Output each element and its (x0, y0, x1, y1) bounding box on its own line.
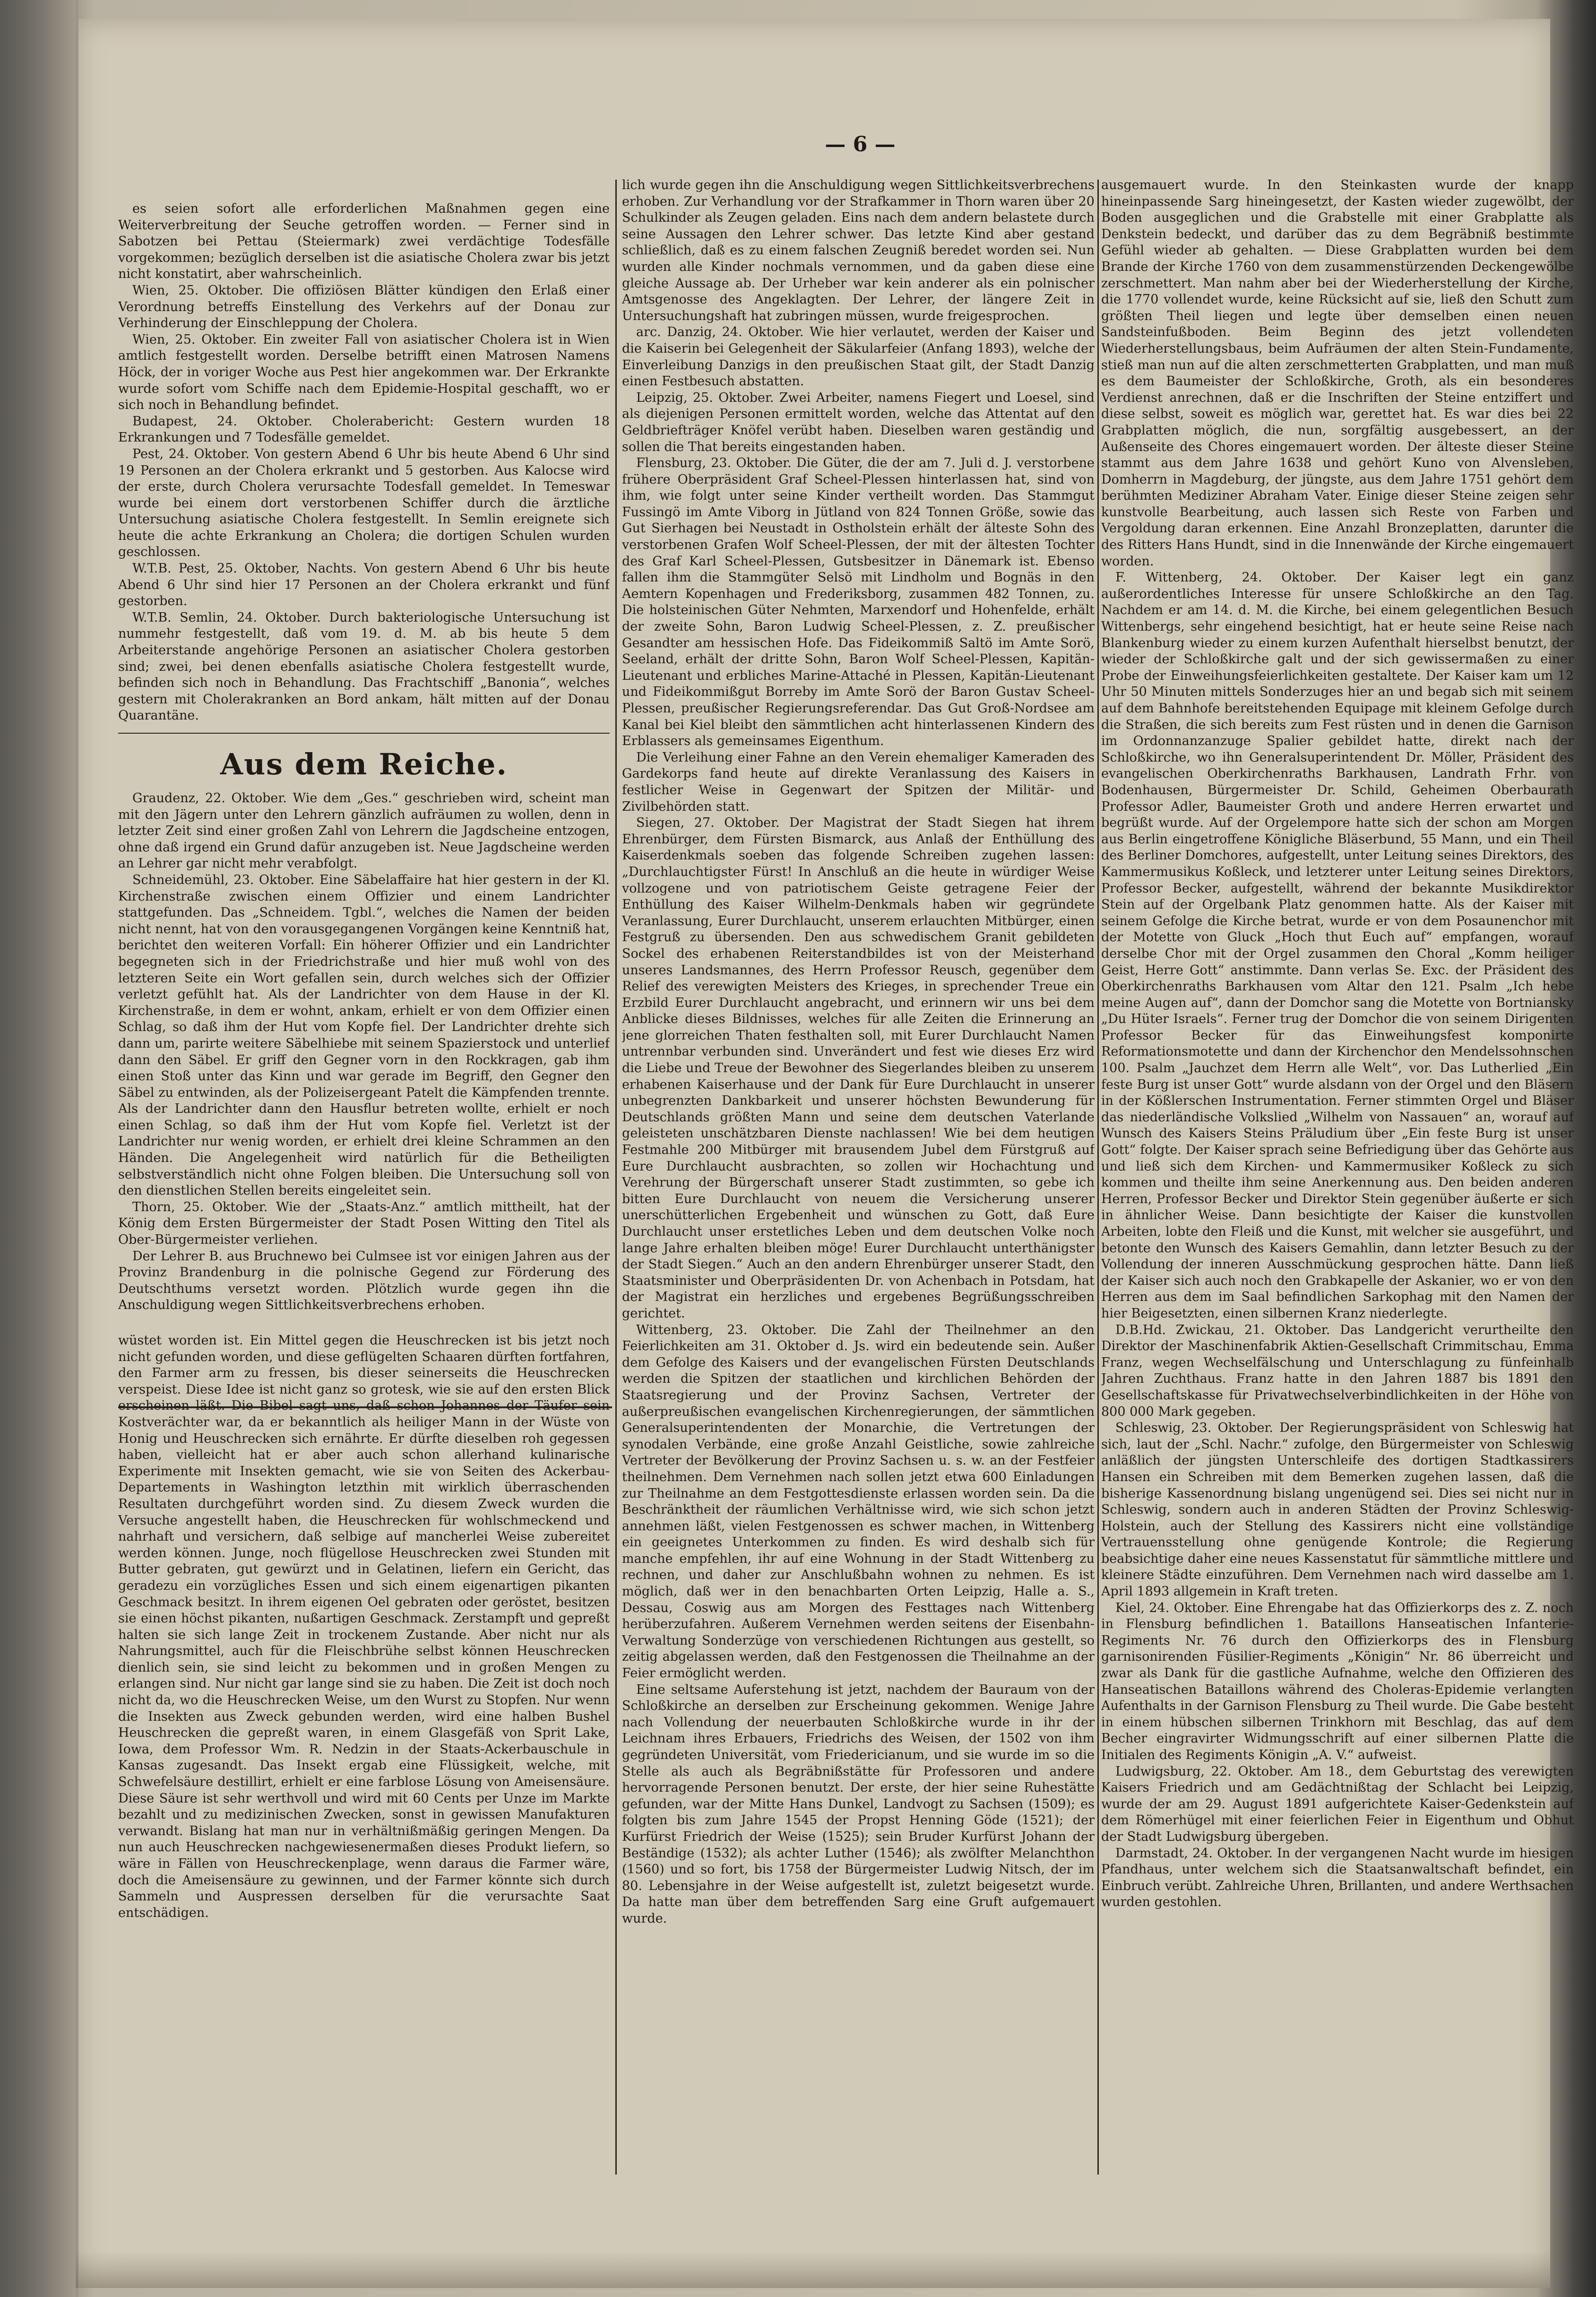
article-paragraph: lich wurde gegen ihn die Anschuldigung wegen Sittlichkeitsverbrechens erhoben. Zur Verhandlung vor der Strafkammer in Thorn waren über 20 Schulkinder als Zeugen geladen. Eins nach dem andern belastete durch seine Aussagen den Lehrer schwer. Das letzte Kind aber gestand schließlich, daß es zu einem falschen Zeugniß beredet worden sei. Nun wurden alle Kinder nochmals vernommen, und da gaben diese eine gleiche Aussage ab. Der Urheber war kein anderer als ein polnischer Amtsgenosse des Angeklagten. Der Lehrer, der längere Zeit in Untersuchungshaft hat zubringen müssen, wurde freigesprochen. (622, 178, 1095, 323)
article-paragraph: Leipzig, 25. Oktober. Zwei Arbeiter, namens Fiegert und Loesel, sind als diejenigen Personen ermittelt worden, welche das Attentat auf den Geldbriefträger Knöfel verübt haben. Dieselben waren geständig und sollen die That bereits eingestanden haben. (622, 390, 1095, 454)
article-paragraph: Graudenz, 22. Oktober. Wie dem „Ges.“ geschrieben wird, scheint man mit den Jägern unter den Lehrern gänzlich aufräumen zu wollen, denn in letzter Zeit sind einer großen Zahl von Lehrern die Jagdscheine entzogen, ohne daß irgend ein Grund dafür anzugeben ist. Neue Jagdscheine werden an Lehrer gar nicht mehr verabfolgt. (118, 791, 610, 871)
spacer (118, 1314, 610, 1333)
article-paragraph: Ludwigsburg, 22. Oktober. Am 18., dem Geburtstag des verewigten Kaisers Friedrich und am Gedächtnißtag der Schlacht bei Leipzig, wurde der am 29. August 1891 aufgerichtete Kaiser-Gedenkstein auf dem Römerhügel mit einer feierlichen Feier in Eigenthum und Obhut der Stadt Ludwigsburg übergeben. (1101, 1764, 1574, 1844)
article-paragraph: es seien sofort alle erforderlichen Maßnahmen gegen eine Weiterverbreitung der Seuche getroffen worden. — Ferner sind in Sabotzen bei Pettau (Steiermark) zwei verdächtige Todesfälle vorgekommen; bezüglich derselben ist die asiatische Cholera zwar bis jetzt nicht konstatirt, aber wahrscheinlich. (118, 201, 610, 282)
column-rule-1 (615, 180, 617, 2175)
article-paragraph: ausgemauert wurde. In den Steinkasten wurde der knapp hineinpassende Sarg hineingesetzt, der Kasten wieder zugewölbt, der Boden ausgeglichen und die Grabstelle mit einer Grabplatte als Denkstein bedeckt, und darüber das zu dem Begräbniß bestimmte Gefühl wieder ab gehalten. — Diese Grabplatten wurden bei dem Brande der Kirche 1760 von dem zusammenstürzenden Deckengewölbe zerschmettert. Man nahm aber bei der Wiederherstellung der Kirche, die 1770 vollendet wurde, keine Rücksicht auf sie, ließ den Schutt zum größten Theil liegen und legte über demselben einen neuen Sandsteinfußboden. Beim Beginn des jetzt vollendeten Wiederherstellungsbaus, beim Aufräumen der alten Stein-Fundamente, stieß man nun auf die alten zerschmetterten Grabplatten, und man muß es dem Baumeister der Schloßkirche, Groth, als ein besonderes Verdienst anrechnen, daß er die Inschriften der Steine entziffert und diese selbst, soweit es möglich war, gerettet hat. Es war dies bei 22 Grabplatten möglich, die nun, sorgfältig ausgebessert, an der Außenseite des Chores eingemauert worden. Der älteste dieser Steine stammt aus dem Jahre 1638 und gehört Kuno von Alvensleben, Domherrn in Magdeburg, der jüngste, aus dem Jahre 1751 gehört dem berühmten Mediziner Abraham Vater. Einige dieser Steine zeigen sehr kunstvolle Bearbeitung, auch lassen sich Reste von Farben und Vergoldung daran erkennen. Eine Anzahl Bronzeplatten, darunter die des Ritters Hans Hundt, sind in die Innenwände der Kirche eingemauert worden. (1101, 178, 1574, 569)
article-paragraph: Schleswig, 23. Oktober. Der Regierungspräsident von Schleswig hat sich, laut der „Schl. Nachr.“ zufolge, den Bürgermeister von Schleswig anläßlich der jüngsten Unterschleife des dortigen Stadtkassirers Hansen ein Schreiben mit dem Bemerken zugehen lassen, daß die bisherige Kassenordnung bislang ungenügend sei. Dies sei nicht nur in Schleswig, sondern auch in anderen Städten der Provinz Schleswig-Holstein, auch der Stellung des Kassirers nicht eine vollständige Vertrauensstellung ohne genügende Kontrole; die Regierung beabsichtige daher eine neues Kassenstatut für sämmtliche mittlere und kleinere Städte einzuführen. Dem Vernehmen nach wird dasselbe am 1. April 1893 allgemein in Kraft treten. (1101, 1421, 1574, 1599)
column-2 (622, 177, 1095, 2177)
article-paragraph: Darmstadt, 24. Oktober. In der vergangenen Nacht wurde im hiesigen Pfandhaus, unter welchem sich die Staatsanwaltschaft befindet, ein Einbruch verübt. Zahlreiche Uhren, Brillanten, und andere Werthsachen wurden gestohlen. (1101, 1846, 1574, 1910)
article-paragraph: Wien, 25. Oktober. Ein zweiter Fall von asiatischer Cholera ist in Wien amtlich festgestellt worden. Derselbe betrifft einen Matrosen Namens Höck, der in voriger Woche aus Pest hier angekommen war. Der Erkrankte wurde sofort vom Schiffe nach dem Epidemie-Hospital geschafft, wo er sich noch in Behandlung befindet. (118, 332, 610, 413)
article-paragraph: D.B.Hd. Zwickau, 21. Oktober. Das Landgericht verurtheilte den Direktor der Maschinenfabrik Aktien-Gesellschaft Crimmitschau, Emma Franz, wegen Wechselfälschung und Unterschlagung zu fünfeinhalb Jahren Zuchthaus. Franz hatte in den Jahren 1887 bis 1891 den Gesellschaftskasse für Privatwechselverbindlichkeiten in der Höhe von 800 000 Mark gegeben. (1101, 1322, 1574, 1419)
article-paragraph: Siegen, 27. Oktober. Der Magistrat der Stadt Siegen hat ihrem Ehrenbürger, dem Fürsten Bismarck, aus Anlaß der Enthüllung des Kaiserdenkmals soeben das folgende Schreiben zugehen lassen: „Durchlauchtigster Fürst! In Anschluß an die heute in würdiger Weise vollzogene und von patriotischem Geiste getragene Feier der Enthüllung des Kaiser Wilhelm-Denkmals haben wir gegründete Veranlassung, Eurer Durchlaucht, unserem erlauchten Mitbürger, einen Festgruß zu übersenden. Den aus schwedischem Granit gebildeten Sockel des erhabenen Reiterstandbildes ist von der Meisterhand unseres Landsmannes, des Herrn Professor Reusch, gegenüber dem Relief des verewigten Meisters des Krieges, in sprechender Treue ein Erzbild Eurer Durchlaucht angebracht, und erinnern wir uns bei dem Anblicke dieses Bildnisses, welches für alle Zeiten die Erinnerung an jene glorreichen Thaten festhalten soll, mit Eurer Durchlaucht Namen untrennbar verbunden sind. Unverändert und fest wie dieses Erz wird die Liebe und Treue der Bewohner des Siegerlandes bleiben zu unserem erhabenen Kaiserhause und der Dank für Eure Durchlaucht in unserer unbegrenzten Dankbarkeit und unserer höchsten Bewunderung für Deutschlands größten Mann und seine dem deutschen Vaterlande geleisteten unschätzbaren Dienste nachlassen! Wie bei dem heutigen Festmahle 200 Mitbürger mit brausendem Jubel dem Fürstgruß auf Eure Durchlaucht ausbrachten, so zollen wir Hochachtung und Verehrung der Bürgerschaft unserer Stadt zustimmten, so gebe ich bitten Eure Durchlaucht von neuem die Versicherung unserer unerschütterlichen Ergebenheit und wünschen zu Gott, daß Eure Durchlaucht unser erstetliches Leben und dem deutschen Volke noch lange Jahre erhalten bleiben möge! Eurer Durchlaucht unterthänigster der Stadt Siegen.“ Auch an den andern Ehrenbürger unserer Stadt, den Staatsminister und Oberpräsidenten Dr. von Achenbach in Potsdam, hat der Magistrat ein herzliches und ergebenes Begrüßungsschreiben gerichtet. (622, 815, 1095, 1321)
column-rule-2 (1097, 180, 1099, 2175)
article-paragraph: Die Verleihung einer Fahne an den Verein ehemaliger Kameraden des Gardekorps fand heute auf direkte Veranlassung des Kaisers in festlicher Weise in Gegenwart der Spitzen der Militär- und Zivilbehörden statt. (622, 750, 1095, 814)
article-paragraph: Budapest, 24. Oktober. Cholerabericht: Gestern wurden 18 Erkrankungen und 7 Todesfälle gemeldet. (118, 414, 610, 445)
article-paragraph: Flensburg, 23. Oktober. Die Güter, die der am 7. Juli d. J. verstorbene frühere Oberpräsident Graf Scheel-Plessen hinterlassen hat, sind von ihm, wie folgt unter seine Kinder vertheilt worden. Das Stammgut Fussingö im Amte Viborg in Jütland von 824 Tonnen Größe, sowie das Gut Sierhagen bei Neustadt in Ostholstein erhält der älteste Sohn des verstorbenen Grafen Wolf Scheel-Plessen, der mit der ältesten Tochter des Graf Karl Scheel-Plessen, Gutsbesitzer in Dänemark ist. Ebenso fallen ihm die Stammgüter Selsö mit Lindholm und Bognäs in den Aemtern Kopenhagen und Frederiksborg, zusammen 482 Tonnen, zu. Die holsteinischen Güter Nehmten, Marxendorf und Hohenfelde, erhält der zweite Sohn, Baron Ludwig Scheel-Plessen, z. Z. preußischer Gesandter am hessischen Hofe. Das Fideikommiß Saltö im Amte Sorö, Seeland, erhält der dritte Sohn, Baron Wolf Scheel-Plessen, Kapitän-Lieutenant und erbliches Marine-Attaché in Plessen, Kapitän-Lieutenant und Fideikommißgut Borreby im Amte Sorö der Baron Gustav Scheel-Plessen, preußischer Regierungsreferendar. Das Gut Groß-Nordsee am Kanal bei Kiel bleibt den sämmtlichen acht hinterlassenen Kindern des Erblassers als gemeinsames Eigenthum. (622, 456, 1095, 749)
feuilleton-block (118, 1333, 610, 1921)
article-paragraph: Thorn, 25. Oktober. Wie der „Staats-Anz.“ amtlich mittheilt, hat der König dem Ersten Bürgermeister der Stadt Posen Witting den Titel als Ober-Bürgermeister verliehen. (118, 1199, 610, 1248)
reich-news-block (118, 790, 610, 1314)
article-paragraph: Pest, 24. Oktober. Von gestern Abend 6 Uhr bis heute Abend 6 Uhr sind 19 Personen an der Cholera erkrankt und 5 gestorben. Aus Kalocse wird der erste, durch Cholera verursachte Todesfall gemeldet. In Temeswar wurde bei einem dort verstorbenen Schiffer durch die ärztliche Untersuchung asiatische Cholera festgestellt. In Semlin ereignete sich heute die achte Erkrankung an Cholera; die dortigen Schulen wurden geschlossen. (118, 446, 610, 560)
article-paragraph: Wien, 25. Oktober. Die offiziösen Blätter kündigen den Erlaß einer Verordnung betreffs Einstellung des Verkehrs auf der Donau zur Verhinderung der Einschleppung der Cholera. (118, 283, 610, 331)
article-paragraph: F. Wittenberg, 24. Oktober. Der Kaiser legt ein ganz außerordentliches Interesse für unsere Schloßkirche an den Tag. Nachdem er am 14. d. M. die Kirche, bei einem gelegentlichen Besuch Wittenbergs, sehr eingehend besichtigt, hat er heute seine Reise nach Blankenburg wieder zu einem kurzen Aufenthalt hierselbst benutzt, der wieder der Schloßkirche galt und der sich gewissermaßen zu einer Probe der Einweihungsfeierlichkeiten gestaltete. Der Kaiser kam um 12 Uhr 50 Minuten mittels Sonderzuges hier an und begab sich mit seinem auf dem Bahnhofe bereitstehenden Equipage mit kleinem Gefolge durch die Straßen, die sich bereits zum Fest rüsten und in denen die Garnison im Ordonnanzanzuge Spalier gebildet hatte, direkt nach der Schloßkirche, wo ihn Generalsuperintendent Dr. Möller, Präsident des evangelischen Oberkirchenraths Barkhausen, Landrath Frhr. von Bodenhausen, Bürgermeister Dr. Schild, Geheimen Oberbaurath Professor Adler, Baumeister Groth und andere Herren erwartet und begrüßt wurde. Auf der Orgelempore hatte sich der schon am Morgen aus Berlin eingetroffene Königliche Bläserbund, 55 Mann, und ein Theil des Berliner Domchores, aufgestellt, unter Leitung seines Direktors, des Kammermusikus Koßleck, und letzterer unter Leitung seines Direktors, Professor Becker, aufgestellt, während der bekannte Musikdirektor Stein auf der Orgelbank Platz genommen hatte. Als der Kaiser mit seinem Gefolge die Kirche betrat, wurde er von dem Posaunenchor mit der Motette von Gluck „Hoch thut Euch auf“ empfangen, worauf derselbe Chor mit der Orgel zusammen den Choral „Komm heiliger Geist, Herre Gott“ anstimmte. Dann verlas Se. Exc. der Präsident des Oberkirchenraths Barkhausen vom Altar den 121. Psalm „Ich hebe meine Augen auf“, dann der Domchor sang die Motette von Bortniansky „Du Hüter Israels“. Ferner trug der Domchor die von seinem Dirigenten Professor Becker für das Einweihungsfest komponirte Reformationsmotette und dann der Kirchenchor den Mendelssohnschen 100. Psalm „Jauchzet dem Herrn alle Welt“, vor. Das Lutherlied „Ein feste Burg ist unser Gott“ wurde alsdann von der Orgel und den Bläsern in der Kößlerschen Instrumentation. Ferner stimmten Orgel und Bläser das niederländische Volkslied „Wilhelm von Nassauen“ an, worauf auf Wunsch des Kaisers Steins Präludium über „Ein feste Burg ist unser Gott“ folgte. Der Kaiser sprach seine Befriedigung über das Gehörte aus und ließ sich dem Kirchen- und Kammermusiker Koßleck zu sich kommen und theilte ihm seine Anerkennung aus. Den beiden anderen Herren, Professor Becker und Direktor Stein gegenüber äußerte er sich in ähnlicher Weise. Dann besichtigte der Kaiser die kunstvollen Arbeiten, lobte den Fleiß und die Kunst, mit welcher sie ausgeführt, und betonte den Wunsch des Kaisers Gemahlin, dann letzter Besuch zu der Vollendung der inneren Ausschmückung gesprochen hätte. Dann ließ der Kaiser sich auch noch den Grabkapelle der Askanier, wo er von den Herren aus dem im Saal befindlichen Sarkophag mit den Namen der hier Beigesetzten, einen silbernen Kranz niederlegte. (1101, 570, 1574, 1321)
column-1 (118, 201, 610, 2177)
article-paragraph: Der Lehrer B. aus Bruchnewo bei Culmsee ist vor einigen Jahren aus der Provinz Brandenburg in die polnische Gegend zur Förderung des Deutschthums versetzt worden. Plötzlich wurde gegen ihn die Anschuldigung wegen Sittlichkeitsverbrechens erhoben. (118, 1248, 610, 1313)
article-paragraph: arc. Danzig, 24. Oktober. Wie hier verlautet, werden der Kaiser und die Kaiserin bei Gelegenheit der Säkularfeier (Anfang 1893), welche der Einverleibung Danzigs in den preußischen Staat gilt, der Stadt Danzig einen Festbesuch abstatten. (622, 325, 1095, 389)
article-paragraph: Wittenberg, 23. Oktober. Die Zahl der Theilnehmer an den Feierlichkeiten am 31. Oktober d. Js. wird ein bedeutende sein. Außer dem Gefolge des Kaisers und der evangelischen Fürsten Deutschlands werden die Spitzen der staatlichen und kirchlichen Behörden der Staatsregierung und der Provinz Sachsen, Vertreter der außerpreußischen evangelischen Kirchenregierungen, der sämmtlichen Generalsuperintendenten der Monarchie, die Vertretungen der synodalen Verbände, eine große Anzahl Geistliche, sowie zahlreiche Vertreter der Bevölkerung der Provinz Sachsen u. s. w. an der Festfeier theilnehmen. Dem Vernehmen nach sollen jetzt etwa 600 Einladungen zur Theilnahme an dem Festgottesdienste erlassen worden sein. Da die Beschränktheit der räumlichen Verhältnisse wird, wie sich schon jetzt annehmen läßt, vielen Festgenossen es schwer machen, in Wittenberg ein geeignetes Unterkommen zu finden. Es wird deshalb sich für manche empfehlen, ihr auf eine Wohnung in der Stadt Wittenberg zu rechnen, und daher zur Anschlußbahn wohnen zu nehmen. Es ist möglich, daß wer in den benachbarten Orten Leipzig, Halle a. S., Dessau, Coswig aus am Morgen des Festtages nach Wittenberg herüberzufahren. Außerem Vernehmen werden seitens der Eisenbahn-Verwaltung Sonderzüge von verschiedenen Richtungen aus gestellt, so zeitig abgelassen werden, daß den Festgenossen die Theilnahme an der Feier ermöglicht werden. (622, 1322, 1095, 1681)
article-paragraph: Kiel, 24. Oktober. Eine Ehrengabe hat das Offizierkorps des z. Z. noch in Flensburg befindlichen 1. Bataillons Hanseatischen Infanterie-Regiments Nr. 76 durch den Offizierkorps des in Flensburg garnisonirenden Füsilier-Regiments „Königin“ Nr. 86 überreicht und zwar als Dank für die gastliche Aufnahme, welche den Offizieren des Hanseatischen Bataillons während des Choleras-Epidemie verlangten Aufenthalts in der Garnison Flensburg zu Theil wurde. Die Gabe besteht in einem hübschen silbernen Trinkhorn mit Beschlag, das auf dem Becher eingravirter Widmungsschrift auf einer silbernen Platte die Initialen des Regiments Königin „A. V.“ aufweist. (1101, 1600, 1574, 1762)
section-title: Aus dem Reiche. (220, 747, 508, 781)
section-divider (118, 733, 610, 734)
article-paragraph: wüstet worden ist. Ein Mittel gegen die Heuschrecken ist bis jetzt noch nicht gefunden worden, und diese geflügelten Schaaren dürften fortfahren, den Farmer arm zu fressen, bis dieser seinerseits die Heuschrecken verspeist. Diese Idee ist nicht ganz so grotesk, wie sie auf den ersten Blick erscheinen läßt. Die Bibel sagt uns, daß schon Johannes der Täufer sein Kostverächter war, da er bekanntlich als heiliger Mann in der Wüste von Honig und Heuschrecken sich ernährte. Er dürfte dieselben roh gegessen haben, vielleicht hat er aber auch schon allerhand kulinarische Experimente mit Insekten gemacht, wie sie von Seiten des Ackerbau-Departements in Washington letzthin mit wirklich überraschenden Resultaten durchgeführt worden sind. Zu diesem Zweck wurden die Versuche angestellt haben, die Heuschrecken für wohlschmeckend und nahrhaft und versichern, daß selbige auf mancherlei Weise zubereitet werden können. Junge, noch flügellose Heuschrecken zwei Stunden mit Butter gebraten, gut gewürzt und in Gelatinen, liefern ein Gericht, das geradezu ein vorzügliches Essen und sich einem eigenartigen pikanten Geschmack besitzt. In ihrem eigenen Oel gebraten oder geröstet, besitzen sie einen höchst pikanten, nußartigen Geschmack. Zerstampft und gepreßt halten sie sich lange Zeit in trockenem Zustande. Aber nicht nur als Nahrungsmittel, auch für die Fleischbrühe selbst können Heuschrecken dienlich sein, sie sind leicht zu bekommen und in großen Mengen zu erlangen sind. Nur nicht gar lange sind sie zu haben. Die Zeit ist doch noch nicht da, wo die Heuschrecken Weise, um den Wurst zu Stopfen. Nur wenn die Insekten aus Zweck gebunden werden, wird eine halben Bushel Heuschrecken die gepreßt waren, in einem Glasgefäß von Sprit Lake, Iowa, dem Professor Wm. R. Nedzin in der Staats-Ackerbauschule in Kansas zugesandt. Das Insekt ergab eine Flüssigkeit, welche, mit Schwefelsäure destillirt, erhielt er eine farblose Lösung von Ameisensäure. Diese Säure ist sehr werthvoll und wird mit 60 Cents per Unze im Markte bezahlt und zu medizinischen Zwecken, sonst in gewissen Manufakturen verwandt. Bislang hat man nur in verhältnißmäßig geringen Mengen. Da nun auch Heuschrecken nachgewiesenermaßen dieses Produkt liefern, so wäre in Fällen von Heuschreckenplage, wenn daraus die Farmer wäre, doch die Ameisensäure zu gewinnen, und der Farmer könnte sich durch Sammeln und Auspressen derselben für die verursachte Saat entschädigen. (118, 1333, 610, 1920)
article-paragraph: W.T.B. Semlin, 24. Oktober. Durch bakteriologische Untersuchung ist nummehr festgestellt, daß vom 19. d. M. ab bis heute 5 dem Arbeiterstande angehörige Personen an asiatischer Cholera gestorben sind; zwei, bei denen ebenfalls asiatische Cholera festgestellt wurde, befinden sich noch in Behandlung. Das Frachtschiff „Banonia“, welches gestern mit Cholerakranken an Bord ankam, hält mitten auf der Donau Quarantäne. (118, 610, 610, 723)
article-paragraph: Schneidemühl, 23. Oktober. Eine Säbelaffaire hat hier gestern in der Kl. Kirchenstraße zwischen einem Offizier und einem Landrichter stattgefunden. Das „Schneidem. Tgbl.“, welches die Namen der beiden nicht nennt, hat von den vorausgegangenen Vorgängen keine Kenntniß hat, berichtet den weiteren Vorfall: Ein höherer Offizier und ein Landrichter begegneten sich in der Friedrichstraße und hier muß wohl von des letzteren Seite ein Wort gefallen sein, durch welches sich der Offizier verletzt gefühlt hat. Als der Landrichter von dem Hause in der Kl. Kirchenstraße, in dem er wohnt, ankam, erhielt er von dem Offizier einen Schlag, so daß ihm der Hut vom Kopfe fiel. Der Landrichter drehte sich dann um, parirte weitere Säbelhiebe mit seinem Spazierstock und unterlief dann den Säbel. Er griff den Gegner vorn in den Rockkragen, gab ihm einen Stoß unter das Kinn und war gerade im Begriff, den Gegner den Säbel zu entwinden, als der Polizeisergeant Patelt die Kämpfenden trennte. Als der Landrichter dann den Hausflur betreten wollte, erhielt er noch einen Schlag, so daß ihm der Hut vom Kopfe fiel. Verletzt ist der Landrichter nur wenig worden, er erhielt drei kleine Schrammen an den Händen. Die Angelegenheit wird natürlich für die Betheiligten selbstverständlich nicht ohne Folgen bleiben. Die Untersuchung soll von den dienstlichen Stellen bereits eingeleitet sein. (118, 872, 610, 1198)
page-number: — 6 — (825, 132, 896, 156)
column-3 (1101, 177, 1574, 2177)
page-left-edge (76, 0, 78, 2297)
article-paragraph: W.T.B. Pest, 25. Oktober, Nachts. Von gestern Abend 6 Uhr bis heute Abend 6 Uhr sind hier 17 Personen an der Cholera erkrankt und fünf gestorben. (118, 561, 610, 609)
article-paragraph: Eine seltsame Auferstehung ist jetzt, nachdem der Bauraum von der Schloßkirche an derselben zur Erscheinung gekommen. Wenige Jahre nach Vollendung der neuerbauten Schloßkirche wurde in ihr der Leichnam ihres Erbauers, Friedrichs des Weisen, der 1502 von ihm gegründeten Universität, vom Friedericianum, und sie wurde im so die Stelle als auch als Begräbnißstätte für Professoren und andere hervorragende Personen benutzt. Der erste, der hier seine Ruhestätte gefunden, war der Mitte Hans Dunkel, Landvogt zu Sachsen (1509); es folgten bis zum Jahre 1545 der Propst Henning Göde (1521); der Kurfürst Friedrich der Weise (1525); sein Bruder Kurfürst Johann der Beständige (1532); als achter Luther (1546); als zwölfter Melanchthon (1560) und so fort, bis 1758 der Bürgermeister Ludwig Nitsch, der im 80. Lebensjahre in der Weise aufgestellt ist, zuletzt beigesetzt wurde. Da hatte man über dem betreffenden Sarg eine Gruft aufgemauert wurde. (622, 1682, 1095, 1926)
cholera-news-block (118, 201, 610, 724)
page-bottom-shade (76, 2250, 1550, 2288)
